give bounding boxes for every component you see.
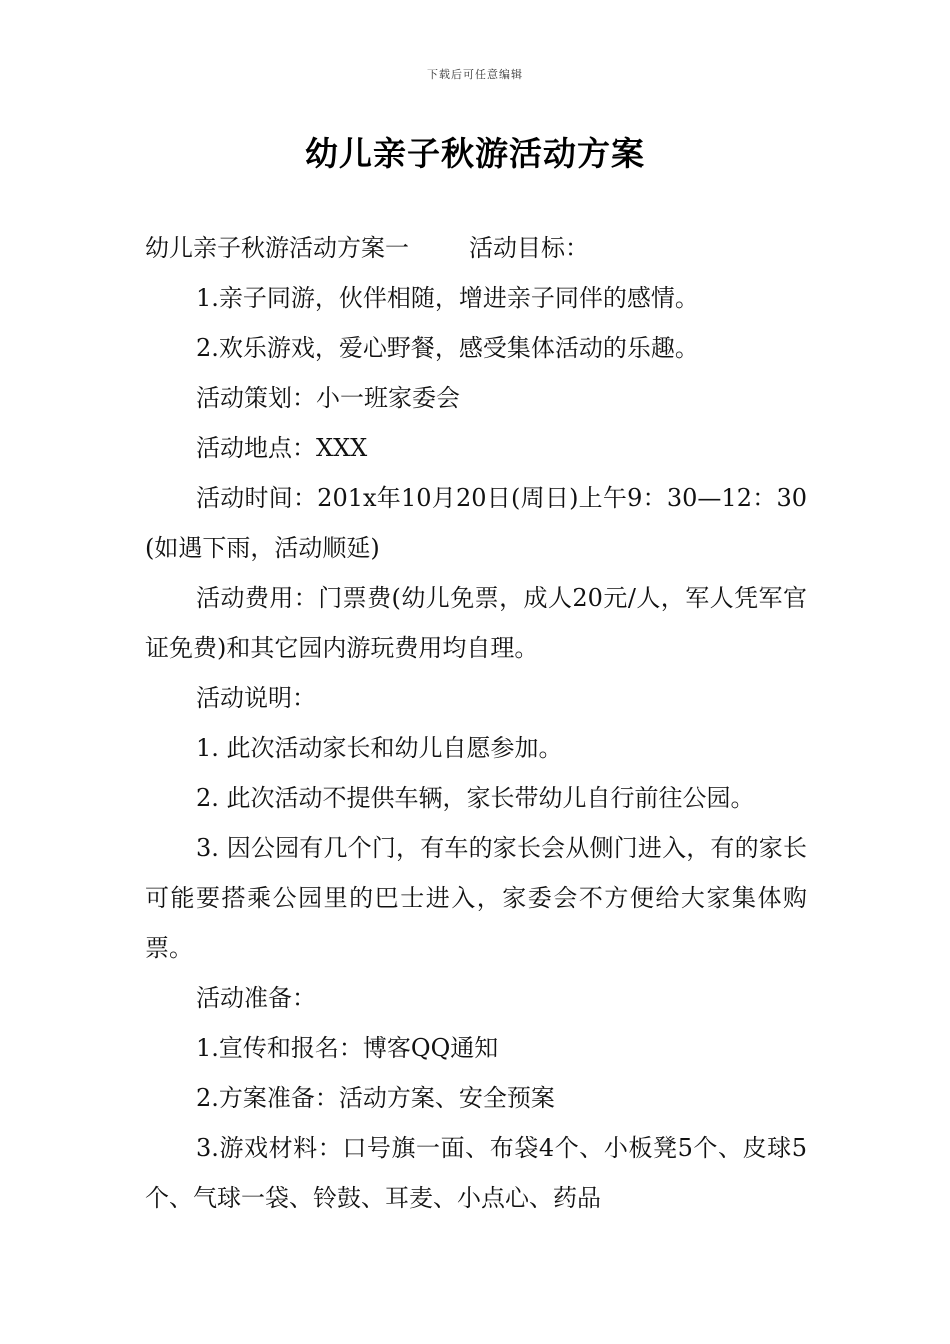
paragraph: 2. 此次活动不提供车辆，家长带幼儿自行前往公园。 xyxy=(196,784,755,812)
paragraph: 活动准备： xyxy=(196,984,316,1012)
paragraph: 2.欢乐游戏，爱心野餐，感受集体活动的乐趣。 xyxy=(196,334,699,362)
paragraph: 3.游戏材料：口号旗一面、布袋4个、小板凳5个、皮球5个、气球一袋、铃鼓、耳麦、小点心、药品 xyxy=(145,1134,807,1212)
paragraph: 活动时间：201x年10月20日(周日)上午9：30—12：30(如遇下雨，活动顺延) xyxy=(145,484,807,562)
paragraph: 活动地点：XXX xyxy=(196,434,368,462)
plan-subtitle: 幼儿亲子秋游活动方案一 xyxy=(145,234,409,262)
paragraph: 2.方案准备：活动方案、安全预案 xyxy=(196,1084,555,1112)
paragraph: 活动策划：小一班家委会 xyxy=(196,384,460,412)
paragraph: 1. 此次活动家长和幼儿自愿参加。 xyxy=(196,734,563,762)
document-title: 幼儿亲子秋游活动方案 xyxy=(305,134,645,173)
paragraph: 活动费用：门票费(幼儿免票，成人20元/人，军人凭军官证免费)和其它园内游玩费用均自理。 xyxy=(145,584,807,662)
intro-line xyxy=(145,223,807,273)
goal-label: 活动目标： xyxy=(469,234,589,262)
paragraph: 活动说明： xyxy=(196,684,316,712)
document-body xyxy=(145,223,807,1223)
paragraph: 3. 因公园有几个门，有车的家长会从侧门进入，有的家长可能要搭乘公园里的巴士进入，家委会不方便给大家集体购票。 xyxy=(145,834,807,962)
paragraph: 1.宣传和报名：博客QQ通知 xyxy=(196,1034,499,1062)
header-note: 下载后可任意编辑 xyxy=(427,68,523,81)
paragraph: 1.亲子同游，伙伴相随，增进亲子同伴的感情。 xyxy=(196,284,699,312)
